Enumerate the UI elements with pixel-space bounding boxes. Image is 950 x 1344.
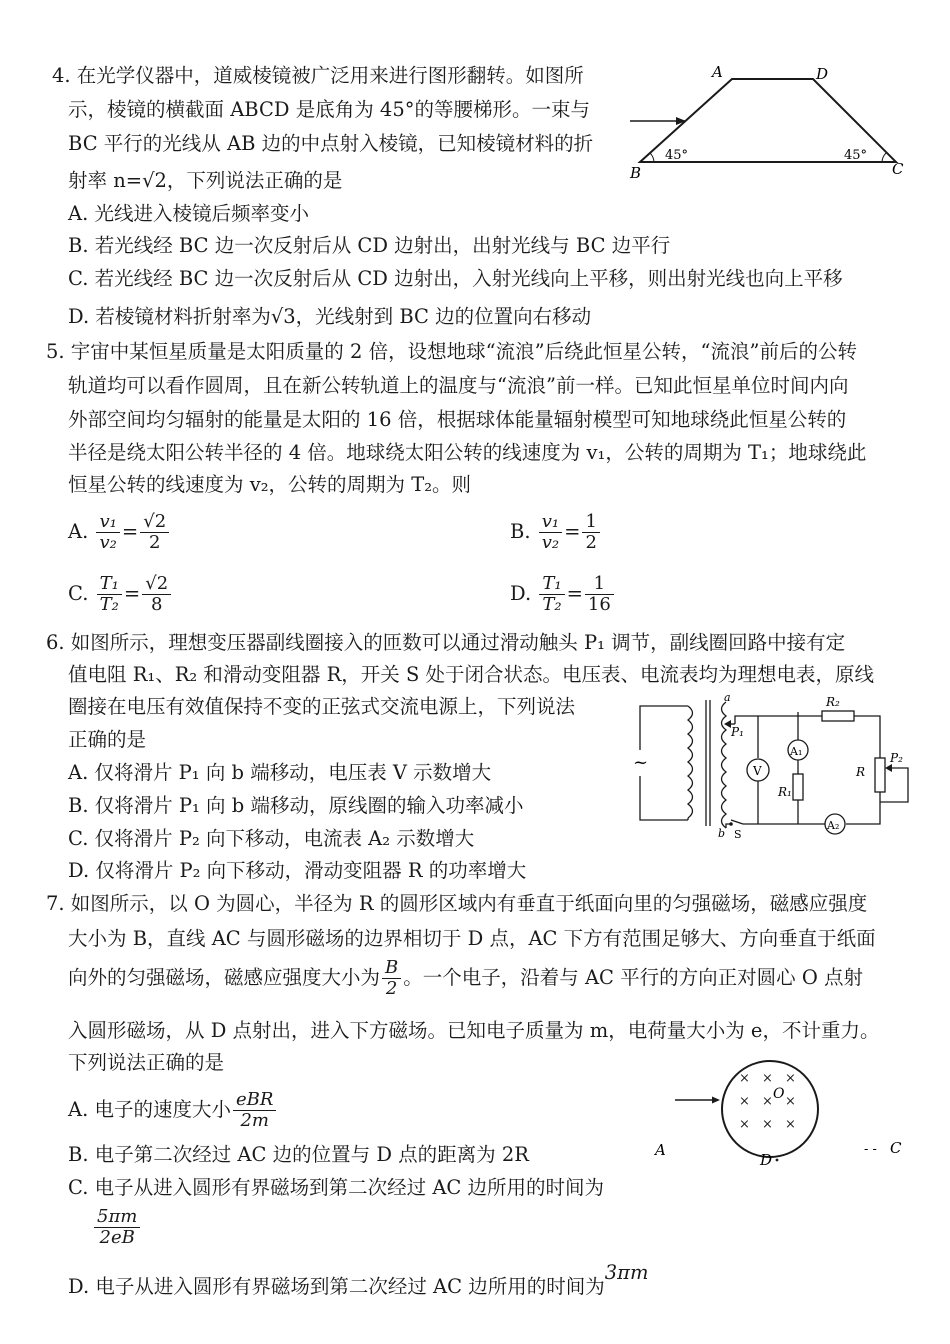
ammeter-a2-label: A₂ — [827, 819, 840, 832]
q5-option-d-label: D. — [510, 582, 532, 605]
q5-a-num2: √2 — [140, 512, 169, 533]
q6-option-a: A. 仅将滑片 P₁ 向 b 端移动，电压表 V 示数增大 — [68, 761, 492, 784]
slider-p2-label: P₂ — [890, 751, 903, 765]
ac-source-symbol: ~ — [633, 752, 649, 773]
q5-a-den1: v₂ — [99, 532, 117, 553]
q5-line-5: 恒星公转的线速度为 v₂，公转的周期为 T₂。则 — [68, 473, 472, 496]
cross-mark: × — [762, 1117, 773, 1132]
cross-mark: × — [762, 1094, 773, 1109]
q6-line-4: 正确的是 — [68, 728, 147, 751]
q7-option-d-text: D. 电子从进入圆形有界磁场到第二次经过 AC 边所用的时间为 — [68, 1275, 605, 1298]
q5-b-num1: v₁ — [539, 512, 562, 533]
q5-c-num2: √2 — [142, 574, 171, 595]
point-d-label: D — [760, 1151, 773, 1169]
q5-a-num1: v₁ — [96, 512, 119, 533]
rheostat-r-label: R — [856, 765, 866, 779]
q5-option-d: D. $\frac{\text{T₁}}{\text{T₂}}$ = $\frac{1}{16}$ — [510, 574, 616, 615]
q7-line-3-start: 向外的匀强磁场，磁感应强度大小为 — [68, 966, 381, 989]
q7-line-5: 下列说法正确的是 — [68, 1051, 225, 1074]
q7-a-den: 2m — [240, 1110, 269, 1131]
terminal-a-label: a — [724, 691, 731, 704]
prism-label-b: B — [630, 164, 642, 182]
cross-mark: × — [785, 1117, 796, 1132]
q4-option-c: C. 若光线经 BC 边一次反射后从 CD 边射出，入射光线向上平移，则出射光线也向上平移 — [68, 267, 843, 290]
q7-line-2: 大小为 B，直线 AC 与圆形磁场的边界相切于 D 点，AC 下方有范围足够大、方向垂直于纸面 — [68, 927, 876, 950]
magnetic-field-figure — [650, 1062, 920, 1172]
center-o-label: O — [773, 1086, 785, 1102]
q4-option-a: A. 光线进入棱镜后频率变小 — [68, 202, 309, 225]
q5-b-den2: 2 — [585, 532, 597, 553]
q4-line-2: 示，棱镜的横截面 ABCD 是底角为 45°的等腰梯形。一束与 — [68, 98, 590, 121]
q7-option-b: B. 电子第二次经过 AC 边的位置与 D 点的距离为 2R — [68, 1143, 529, 1166]
q7-c-num: 5πm — [94, 1207, 140, 1228]
q5-option-a: A. $\frac{\text{v₁}}{\text{v₂}}$ = $\frac{√2}{2}$ — [68, 512, 171, 553]
q5-line-4: 半径是绕太阳公转半径的 4 倍。地球绕太阳公转的线速度为 v₁，公转的周期为 T₁；地球绕此 — [68, 441, 867, 464]
q7-c-den: 2eB — [99, 1227, 135, 1248]
line-dash: - - — [864, 1142, 877, 1157]
prism-figure — [620, 58, 920, 183]
q5-option-b-label: B. — [510, 520, 531, 543]
q5-line-3: 外部空间均匀辐射的能量是太阳的 16 倍，根据球体能量辐射模型可知地球绕此恒星公转的 — [68, 408, 847, 431]
cross-mark: × — [785, 1094, 796, 1109]
q5-line-1: 5. 宇宙中某恒星质量是太阳质量的 2 倍，设想地球“流浪”后绕此恒星公转，“流浪”前后的公转 — [46, 340, 857, 363]
q4-option-b: B. 若光线经 BC 边一次反射后从 CD 边射出，出射光线与 BC 边平行 — [68, 234, 671, 257]
q5-d-num2: 1 — [585, 574, 614, 595]
q6-line-3: 圈接在电压有效值保持不变的正弦式交流电源上，下列说法 — [68, 695, 576, 718]
voltmeter-v-label: V — [753, 764, 762, 778]
q6-line-2: 值电阻 R₁、R₂ 和滑动变阻器 R，开关 S 处于闭合状态。电压表、电流表均为理想电表，原线 — [68, 663, 875, 686]
point-a-label: A — [655, 1141, 666, 1159]
q5-d-den2: 16 — [587, 594, 611, 615]
q7-a-num: eBR — [233, 1090, 276, 1111]
cross-mark: × — [739, 1094, 750, 1109]
q7-field-frac-den: 2 — [385, 978, 398, 999]
prism-angle-left: 45° — [665, 148, 689, 163]
q5-c-num1: T₁ — [97, 574, 122, 595]
q5-option-a-label: A. — [68, 520, 89, 543]
terminal-b-label: b — [718, 827, 726, 840]
cross-mark: × — [739, 1117, 750, 1132]
cross-mark: × — [785, 1071, 796, 1086]
q4-line-4: 射率 n=√2，下列说法正确的是 — [68, 169, 343, 192]
slider-p1-label: P₁ — [731, 725, 744, 739]
q7-line-3-end: 。一个电子，沿着与 AC 平行的方向正对圆心 O 点射 — [403, 966, 864, 989]
q6-option-d: D. 仅将滑片 P₂ 向下移动，滑动变阻器 R 的功率增大 — [68, 859, 527, 882]
prism-label-d: D — [816, 65, 829, 83]
q6-option-c: C. 仅将滑片 P₂ 向下移动，电流表 A₂ 示数增大 — [68, 827, 475, 850]
point-c-label: C — [890, 1139, 902, 1157]
ammeter-a1-label: A₁ — [790, 745, 803, 758]
q7-option-a — [68, 1090, 278, 1131]
q5-c-den1: T₂ — [99, 594, 119, 615]
q7-line-4: 入圆形磁场，从 D 点射出，进入下方磁场。已知电子质量为 m，电荷量大小为 e，不计重力。 — [68, 1019, 880, 1042]
q7-d-num: 3πm — [604, 1261, 649, 1284]
q4-line-1: 4. 在光学仪器中，道威棱镜被广泛用来进行图形翻转。如图所 — [52, 64, 584, 87]
q7-option-c: C. 电子从进入圆形有界磁场到第二次经过 AC 边所用的时间为 — [68, 1176, 605, 1199]
resistor-r1-label: R₁ — [778, 785, 792, 799]
q7-option-d — [68, 1261, 649, 1298]
transformer-circuit-figure — [628, 692, 918, 844]
q5-c-den2: 8 — [150, 594, 163, 615]
q5-b-den1: v₂ — [541, 532, 560, 553]
prism-angle-right: 45° — [844, 148, 868, 163]
prism-label-c: C — [892, 160, 904, 178]
q7-option-a-text: A. 电子的速度大小 — [68, 1098, 231, 1121]
q7-line-3 — [68, 958, 863, 999]
q7-option-c-fraction — [92, 1207, 142, 1248]
q7-field-frac-num: B — [382, 958, 401, 979]
switch-s-label: S — [734, 828, 742, 841]
q5-d-den1: T₂ — [542, 594, 562, 615]
cross-mark: × — [762, 1071, 773, 1086]
q5-option-c-label: C. — [68, 582, 89, 605]
resistor-r2-label: R₂ — [826, 695, 840, 709]
q6-line-1: 6. 如图所示，理想变压器副线圈接入的匝数可以通过滑动触头 P₁ 调节，副线圈回路中接有定 — [46, 631, 846, 654]
q5-option-b: B. $\frac{\text{v₁}}{\text{v₂}}$ = $\frac{1}{2}$ — [510, 512, 602, 553]
q5-b-num2: 1 — [582, 512, 599, 533]
q7-line-1: 7. 如图所示，以 O 为圆心，半径为 R 的圆形区域内有垂直于纸面向里的匀强磁场，磁感应强度 — [46, 892, 868, 915]
q5-option-c: C. $\frac{\text{T₁}}{\text{T₂}}$ = $\frac{√2}{8}$ — [68, 574, 173, 615]
q5-d-num1: T₁ — [539, 574, 564, 595]
q5-line-2: 轨道均可以看作圆周，且在新公转轨道上的温度与“流浪”前一样。已知此恒星单位时间内向 — [68, 374, 849, 397]
q5-a-den2: 2 — [148, 532, 161, 553]
q4-line-3: BC 平行的光线从 AB 边的中点射入棱镜，已知棱镜材料的折 — [68, 132, 594, 155]
q6-option-b: B. 仅将滑片 P₁ 向 b 端移动，原线圈的输入功率减小 — [68, 794, 524, 817]
cross-mark: × — [739, 1071, 750, 1086]
prism-label-a: A — [712, 63, 723, 81]
q4-option-d: D. 若棱镜材料折射率为√3，光线射到 BC 边的位置向右移动 — [68, 305, 592, 328]
